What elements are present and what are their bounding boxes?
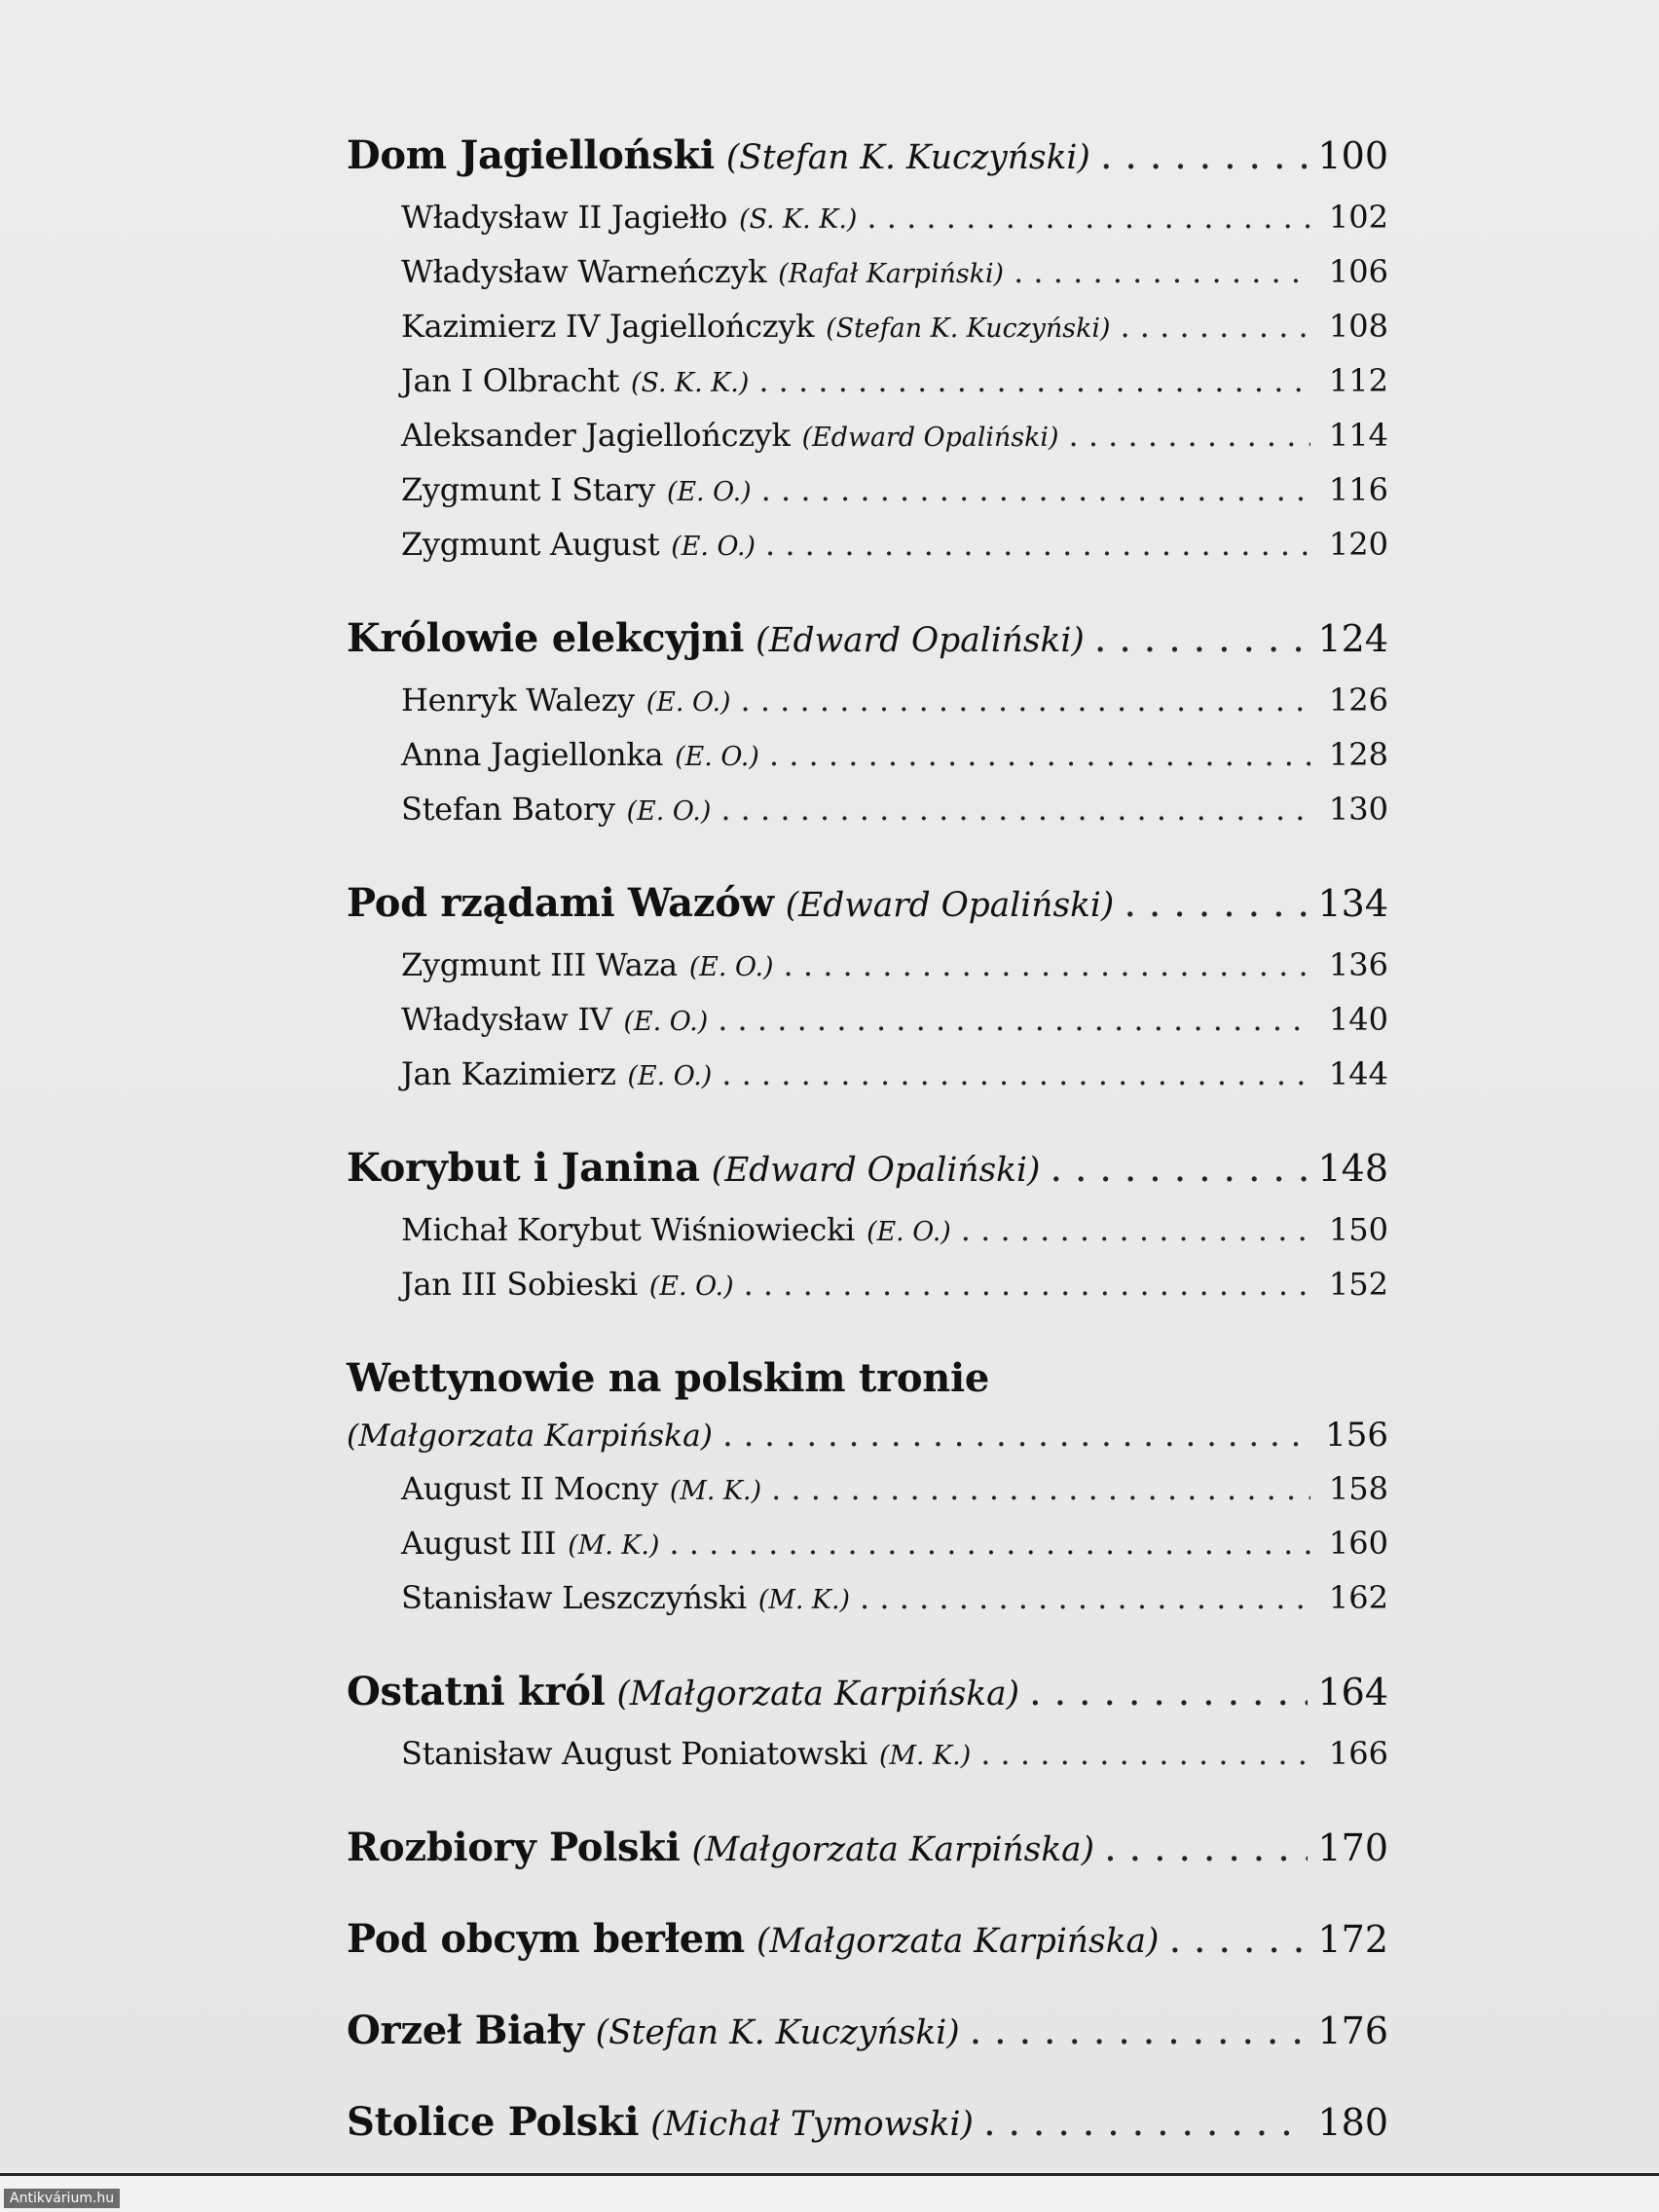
dot-leader — [769, 736, 1310, 773]
subentry-title: Henryk Walezy — [401, 682, 635, 719]
toc-section — [347, 1355, 1388, 1634]
subentry-page-number: 106 — [1328, 253, 1388, 290]
subentry-page-number: 112 — [1328, 362, 1388, 399]
toc-subentry — [347, 1735, 1388, 1789]
toc-subentry — [347, 199, 1388, 253]
subentry-title: Stanisław Leszczyński — [401, 1579, 747, 1616]
subentry-author: (E. O.) — [666, 477, 752, 507]
subentry-title: Zygmunt III Waza — [401, 946, 678, 983]
subentry-page-number: 102 — [1328, 199, 1388, 236]
dot-leader — [961, 1211, 1310, 1248]
dot-leader — [669, 1525, 1310, 1562]
chapter-title: Ostatni król — [347, 1669, 606, 1714]
dot-leader — [1094, 616, 1309, 661]
subentry-title: Aleksander Jagiellończyk — [401, 417, 791, 454]
dot-leader — [1068, 417, 1310, 454]
toc-subentry — [347, 1266, 1388, 1320]
subentry-title: August III — [401, 1525, 557, 1562]
toc-subentry — [347, 946, 1388, 1001]
chapter-page-number: 156 — [1325, 1416, 1388, 1455]
toc-chapter-entry — [347, 1145, 1388, 1211]
subentry-page-number: 152 — [1328, 1266, 1388, 1303]
subentry-author: (Stefan K. Kuczyński) — [826, 313, 1111, 344]
dot-leader — [721, 1055, 1310, 1092]
toc-subentry — [347, 682, 1388, 736]
chapter-title: Pod rządami Wazów — [347, 880, 774, 926]
toc-chapter-entry — [347, 615, 1388, 682]
chapter-title: Stolice Polski — [347, 2099, 640, 2145]
subentry-page-number: 158 — [1328, 1470, 1388, 1507]
subentry-author: (M. K.) — [669, 1476, 762, 1506]
subentry-title: Władysław IV — [401, 1001, 612, 1038]
subentry-author: (M. K.) — [757, 1585, 851, 1615]
subentry-title: Jan III Sobieski — [401, 1266, 638, 1303]
toc-subentry — [347, 1055, 1388, 1110]
subentry-author: (S. K. K.) — [631, 368, 750, 398]
chapter-title: Królowie elekcyjni — [347, 615, 745, 661]
dot-leader — [1124, 881, 1308, 926]
subentry-title: Zygmunt August — [401, 526, 660, 563]
chapter-page-number: 176 — [1317, 2009, 1388, 2052]
subentry-page-number: 108 — [1328, 308, 1388, 345]
chapter-page-number: 148 — [1317, 1147, 1388, 1190]
dot-leader — [722, 1416, 1310, 1455]
subentry-author: (E. O.) — [627, 1061, 713, 1091]
dot-leader — [761, 471, 1310, 508]
toc-section — [347, 1145, 1388, 1320]
toc-subentry — [347, 417, 1388, 471]
dot-leader — [860, 1579, 1310, 1616]
dot-leader — [980, 1735, 1310, 1772]
subentry-title: Jan Kazimierz — [401, 1055, 616, 1092]
subentry-author: (E. O.) — [688, 952, 774, 982]
subentry-author: (Edward Opaliński) — [801, 423, 1059, 453]
subentry-page-number: 114 — [1328, 417, 1388, 454]
subentry-title: Jan I Olbracht — [401, 362, 620, 399]
chapter-title: Pod obcym berłem — [347, 1916, 745, 1962]
toc-subentry — [347, 526, 1388, 580]
dot-leader — [784, 946, 1311, 983]
subentry-author: (E. O.) — [671, 532, 756, 562]
chapter-author: (Małgorzata Karpińska) — [756, 1922, 1160, 1961]
toc-section — [347, 1669, 1388, 1789]
chapter-author: (Stefan K. Kuczyński) — [595, 2013, 960, 2052]
dot-leader — [1029, 1670, 1308, 1714]
toc-chapter-entry — [347, 2099, 1388, 2165]
dot-leader — [720, 791, 1310, 828]
subentry-page-number: 116 — [1328, 471, 1388, 508]
toc-section — [347, 1825, 1388, 1891]
subentry-page-number: 140 — [1328, 1001, 1388, 1038]
chapter-title: Wettynowie na polskim tronie — [347, 1355, 990, 1401]
toc-subentry — [347, 1525, 1388, 1579]
chapter-author: (Małgorzata Karpińska) — [616, 1675, 1020, 1714]
chapter-title: Orzeł Biały — [347, 2008, 584, 2053]
toc-chapter-entry — [347, 880, 1388, 946]
watermark-label: Antikvárium.hu — [4, 2189, 120, 2208]
toc-section — [347, 1916, 1388, 1982]
dot-leader — [718, 1001, 1310, 1038]
chapter-page-number: 172 — [1317, 1918, 1388, 1961]
chapter-author: (Małgorzata Karpińska) — [347, 1419, 713, 1454]
chapter-page-number: 124 — [1317, 617, 1388, 660]
subentry-page-number: 130 — [1328, 791, 1388, 828]
toc-chapter-entry — [347, 1669, 1388, 1735]
subentry-author: (Rafał Karpiński) — [778, 259, 1005, 289]
subentry-author: (S. K. K.) — [739, 204, 858, 235]
toc-subentry — [347, 736, 1388, 791]
subentry-title: Stanisław August Poniatowski — [401, 1735, 867, 1772]
toc-subentry — [347, 1001, 1388, 1055]
subentry-title: Władysław II Jagiełło — [401, 199, 728, 236]
subentry-author: (E. O.) — [645, 687, 731, 718]
toc-subentry — [347, 362, 1388, 417]
subentry-author: (E. O.) — [626, 796, 712, 827]
subentry-title: Władysław Warneńczyk — [401, 253, 767, 290]
toc-subentry — [347, 791, 1388, 845]
subentry-title: Zygmunt I Stary — [401, 471, 655, 508]
subentry-title: Anna Jagiellonka — [401, 736, 664, 773]
subentry-page-number: 160 — [1328, 1525, 1388, 1562]
toc-subentry — [347, 1579, 1388, 1634]
dot-leader — [1104, 1825, 1308, 1870]
dot-leader — [744, 1266, 1310, 1303]
chapter-author: (Edward Opaliński) — [711, 1151, 1041, 1190]
toc-subentry — [347, 471, 1388, 526]
subentry-author: (E. O.) — [623, 1007, 709, 1037]
toc-section — [347, 880, 1388, 1110]
chapter-page-number: 170 — [1317, 1826, 1388, 1869]
toc-subentry — [347, 1211, 1388, 1266]
dot-leader — [740, 682, 1310, 719]
table-of-contents — [347, 132, 1388, 2165]
toc-chapter-author-line — [347, 1416, 1388, 1470]
chapter-author: (Edward Opaliński) — [756, 621, 1085, 660]
subentry-page-number: 136 — [1328, 946, 1388, 983]
subentry-page-number: 120 — [1328, 526, 1388, 563]
chapter-title: Rozbiory Polski — [347, 1825, 681, 1870]
dot-leader — [866, 199, 1310, 236]
subentry-page-number: 166 — [1328, 1735, 1388, 1772]
toc-section — [347, 132, 1388, 580]
chapter-author: (Stefan K. Kuczyński) — [725, 138, 1090, 177]
chapter-author: (Małgorzata Karpińska) — [691, 1830, 1095, 1869]
subentry-author: (E. O.) — [675, 742, 759, 772]
toc-subentry — [347, 1470, 1388, 1525]
chapter-page-number: 100 — [1317, 134, 1388, 177]
page-bottom-band — [0, 2176, 1659, 2212]
dot-leader — [970, 2009, 1309, 2053]
subentry-title: Michał Korybut Wiśniowiecki — [401, 1211, 856, 1248]
subentry-page-number: 128 — [1328, 736, 1388, 773]
dot-leader — [758, 362, 1310, 399]
subentry-page-number: 126 — [1328, 682, 1388, 719]
toc-subentry — [347, 253, 1388, 308]
subentry-author: (M. K.) — [879, 1741, 972, 1771]
toc-chapter-entry — [347, 1916, 1388, 1982]
dot-leader — [771, 1470, 1310, 1507]
chapter-title: Korybut i Janina — [347, 1145, 700, 1191]
subentry-author: (E. O.) — [866, 1217, 951, 1247]
toc-section — [347, 2099, 1388, 2165]
subentry-page-number: 144 — [1328, 1055, 1388, 1092]
subentry-title: Kazimierz IV Jagiellończyk — [401, 308, 815, 345]
chapter-author: (Michał Tymowski) — [650, 2105, 974, 2144]
toc-subentry — [347, 308, 1388, 362]
chapter-page-number: 134 — [1317, 882, 1388, 925]
toc-chapter-entry — [347, 1355, 1388, 1416]
chapter-page-number: 180 — [1317, 2101, 1388, 2144]
subentry-page-number: 150 — [1328, 1211, 1388, 1248]
subentry-title: Stefan Batory — [401, 791, 615, 828]
dot-leader — [1120, 308, 1310, 345]
toc-section — [347, 2008, 1388, 2074]
subentry-title: August II Mocny — [401, 1470, 658, 1507]
chapter-author: (Edward Opaliński) — [785, 886, 1115, 925]
dot-leader — [1014, 253, 1310, 290]
toc-chapter-entry — [347, 1825, 1388, 1891]
toc-chapter-entry — [347, 132, 1388, 199]
dot-leader — [1168, 1917, 1308, 1962]
chapter-page-number: 164 — [1317, 1671, 1388, 1714]
dot-leader — [765, 526, 1310, 563]
dot-leader — [983, 2100, 1309, 2145]
subentry-page-number: 162 — [1328, 1579, 1388, 1616]
subentry-author: (M. K.) — [568, 1530, 660, 1561]
subentry-author: (E. O.) — [648, 1272, 734, 1302]
toc-chapter-entry — [347, 2008, 1388, 2074]
dot-leader — [1100, 133, 1309, 178]
toc-section — [347, 615, 1388, 845]
dot-leader — [1050, 1146, 1308, 1191]
chapter-title: Dom Jagielloński — [347, 132, 715, 178]
